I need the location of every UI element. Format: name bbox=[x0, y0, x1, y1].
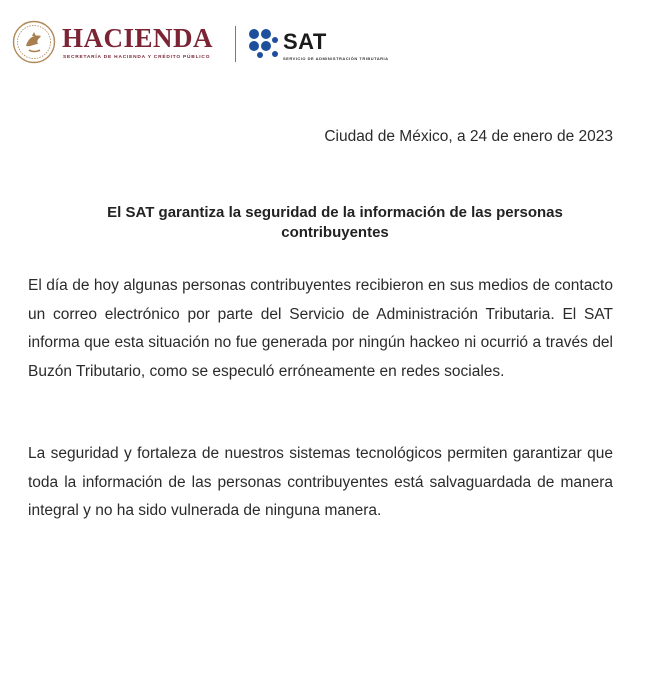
hacienda-wordmark: HACIENDA bbox=[62, 23, 214, 53]
sat-wordmark: SAT bbox=[283, 29, 327, 54]
press-release-title: El SAT garantiza la seguridad de la información de las personas contribuyentes bbox=[107, 204, 563, 241]
sat-subtitle: SERVICIO DE ADMINISTRACIÓN TRIBUTARIA bbox=[283, 56, 389, 61]
paragraph-1: El día de hoy algunas personas contribuyentes recibieron en sus medios de contacto un correo electrónico por parte del Servicio de Administración Tributaria. El SAT informa que esta situación no fue generada por ningún hackeo ni ocurrió a través del Buzón Tributario, como se especuló erróneamente en redes sociales. bbox=[28, 277, 613, 380]
letterhead bbox=[12, 18, 412, 70]
date-line: Ciudad de México, a 24 de enero de 2023 bbox=[324, 128, 613, 145]
paragraph-2: La seguridad y fortaleza de nuestros sistemas tecnológicos permiten garantizar que toda la información de las personas contribuyentes está salvaguardada de manera integral y no ha sido vulnerada de ninguna manera. bbox=[28, 445, 613, 519]
logo-divider bbox=[235, 26, 236, 62]
national-seal-logo bbox=[12, 20, 56, 64]
hacienda-subtitle: SECRETARÍA DE HACIENDA Y CRÉDITO PÚBLICO bbox=[63, 55, 211, 60]
sat-dots-logo bbox=[248, 28, 278, 58]
